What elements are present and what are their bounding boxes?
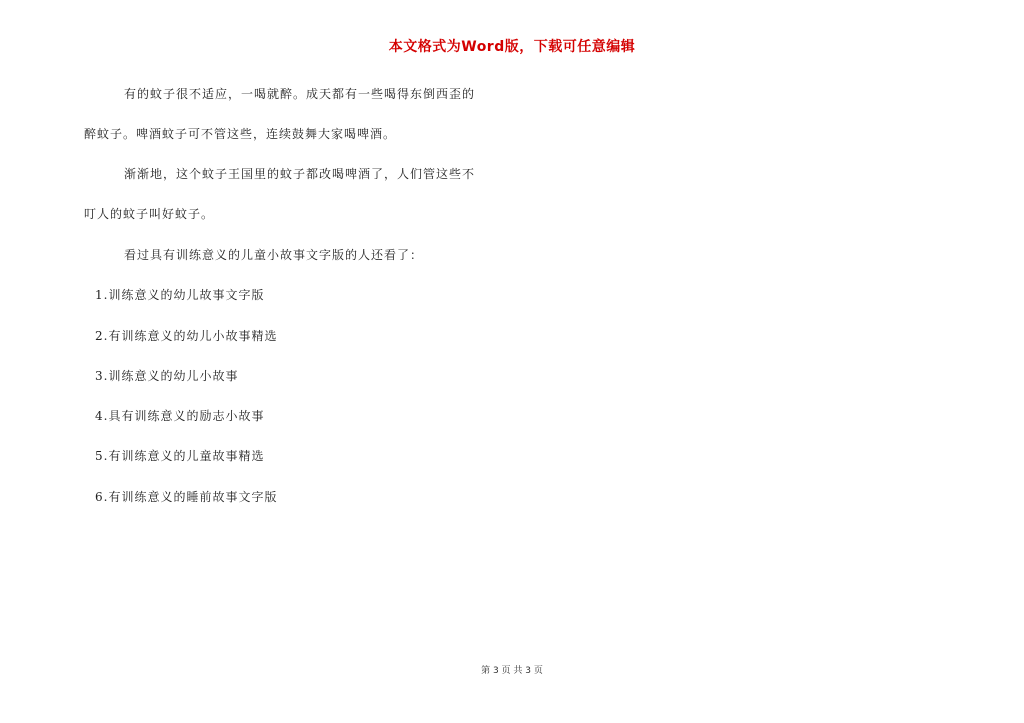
page-number-footer: 第 3 页 共 3 页 [481, 666, 543, 676]
related-list-item[interactable]: 1.训练意义的幼儿故事文字版 [95, 288, 265, 302]
related-list-item[interactable]: 3.训练意义的幼儿小故事 [95, 369, 239, 383]
document-header-title: 本文格式为Word版，下载可任意编辑 [388, 39, 636, 55]
paragraph-2-line-1: 渐渐地，这个蚊子王国里的蚊子都改喝啤酒了，人们管这些不 [124, 167, 476, 181]
related-list-item[interactable]: 4.具有训练意义的励志小故事 [95, 409, 265, 423]
paragraph-1-line-2: 醉蚊子。啤酒蚊子可不管这些，连续鼓舞大家喝啤酒。 [84, 127, 397, 141]
related-list-item[interactable]: 6.有训练意义的睡前故事文字版 [95, 490, 278, 504]
related-list-item[interactable]: 5.有训练意义的儿童故事精选 [95, 449, 265, 463]
related-heading: 看过具有训练意义的儿童小故事文字版的人还看了： [124, 248, 424, 262]
paragraph-1-line-1: 有的蚊子很不适应，一喝就醉。成天都有一些喝得东倒西歪的 [124, 87, 476, 101]
related-list-item[interactable]: 2.有训练意义的幼儿小故事精选 [95, 329, 278, 343]
paragraph-2-line-2: 叮人的蚊子叫好蚊子。 [84, 207, 215, 221]
